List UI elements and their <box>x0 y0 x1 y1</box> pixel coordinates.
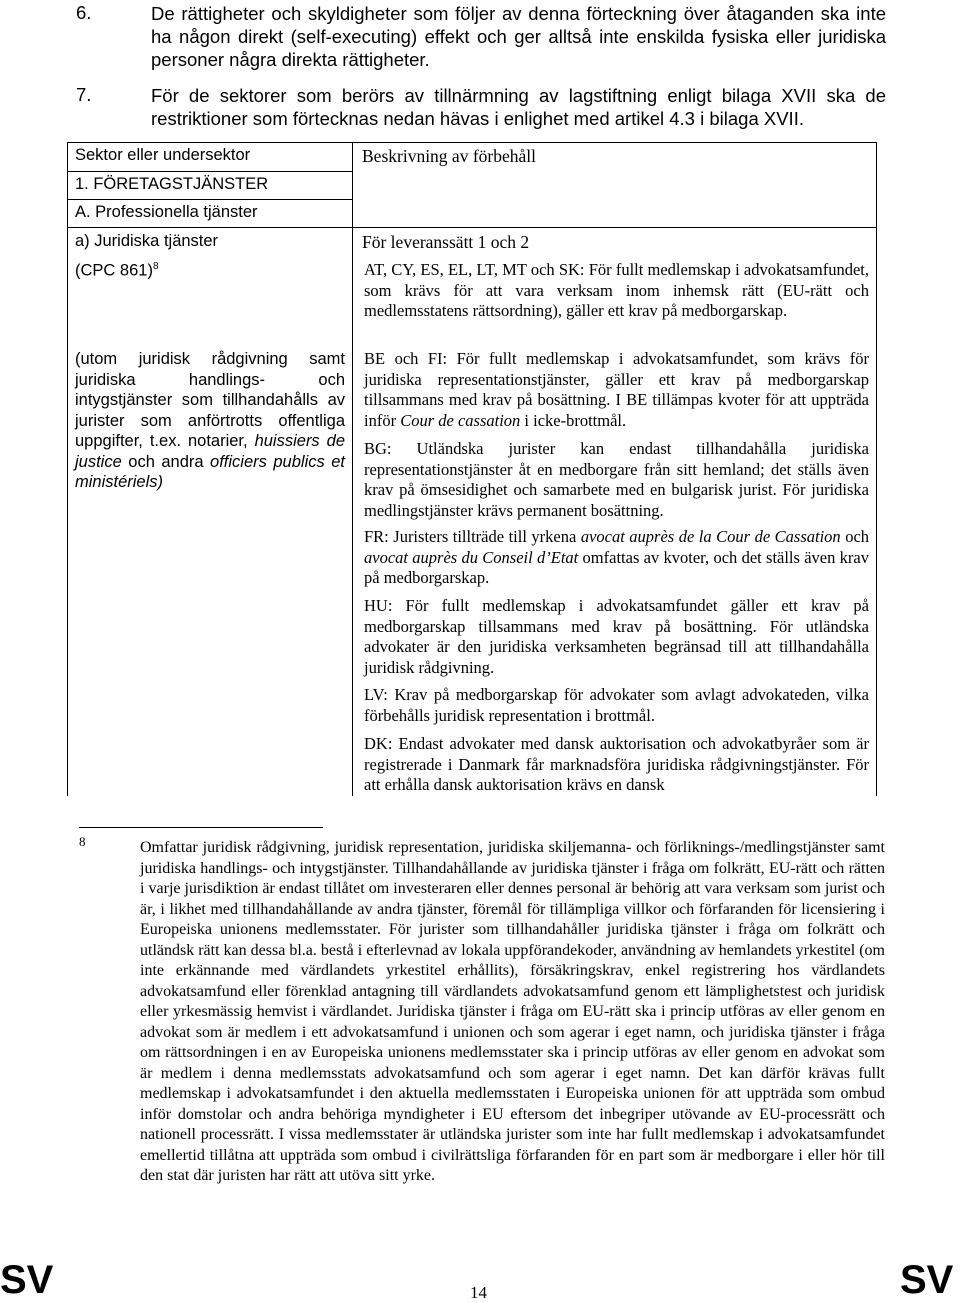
footnote-text: Omfattar juridisk rådgivning, juridisk representation, juridiska skiljemanna- och förliknings-/medlingstjänster samt juridiska handlings- och intygstjänster. Tillhandahållande av juridiska tjänster i fråga om folkrätt, EU-rätt och rätten i varje jurisdiktion är endast tillåtet om investeraren eller dennes personal är behörig att vara verksam som jurist och är, i likhet med tillhandahållande av andra tjänster, föremål för tillämpliga villkor och förfaranden för licensiering i Europeiska unionens medlemsstater. För jurister som tillhandahåller juridiska tjänster i fråga om folkrätt och utländsk rätt kan dessa bl.a. bestå i efterlevnad av lokala uppförandekoder, användning av hemlandets yrkestitel (om inte erkännande med värdlandets yrkestitel erhållits), försäkringskrav, enkel registrering hos värdlandets advokatsamfund eller förenklad antagning till värdlandets advokatsamfund genom ett lämplighetstest och juridisk eller yrkesmässig hemvist i värdlandet. Juridiska tjänster i fråga om EU-rätt ska i princip utföras av eller genom en advokat som är medlem i ett advokatsamfund i unionen och som agerar i eget namn, och juridiska tjänster i fråga om rättsordningen i en av Europeiska unionens medlemsstater ska i princip utföras av eller genom en advokat som är medlem i denna medlemsstats advokatsamfund och som agerar i eget namn. Det kan därför krävas fullt medlemskap i advokatsamfundet i den aktuella medlemsstaten i Europeiska unionen för att uppträda som ombud inför domstolar och andra behöriga myndigheter i EU eftersom det inbegriper utövande av EU-processrätt och nationell processrätt. I vissa medlemsstater är utländska jurister som inte har fullt medlemskap i advokatsamfundet emellertid tillåtna att uppträda som ombud i civilrättsliga förfaranden för en part som är medborgare i eller hör till den stat där juristen har rätt att utöva sitt yrke. <box>140 839 885 1184</box>
exclusion-text: (utom juridisk rådgivning samt juridiska handlings- och intygstjänster som tillhandahålls av jurister som anförtrotts offentliga uppgifter, t.ex. notarier, <box>75 350 345 450</box>
intro-paragraph: De rättigheter och skyldigheter som följer av denna förteckning över åtaganden ska inte ha någon direkt (self-executing) effekt och ger alltså inte enskilda fysiska eller juridiska personer några direkta rättigheter. <box>151 3 886 70</box>
cpc-code <box>75 261 159 281</box>
service-exclusions <box>75 349 345 493</box>
language-code-right: SV <box>900 1258 954 1302</box>
language-code-left: SV <box>0 1258 54 1302</box>
reservation-hu: HU: För fullt medlemskap i advokatsamfundet gäller ett krav på medborgarskap tillsammans med krav på bosättning. För utländska advokater är den juridiska verksamheten begränsad till att tillhandahålla juridisk rådgivning. <box>364 596 869 677</box>
reservation-italic: avocat auprès du Conseil d’Etat <box>364 547 579 567</box>
item-number: 6. <box>76 2 92 23</box>
intro-paragraph: För de sektorer som berörs av tillnärmning av lagstiftning enligt bilaga XVII ska de restriktioner som förtecknas nedan hävas i enlighet med artikel 4.3 i bilaga XVII. <box>151 85 886 129</box>
exclusion-italic: officiers publics et ministériels) <box>75 452 345 491</box>
table-row-line <box>67 171 353 172</box>
reservation-lv: LV: Krav på medborgarskap för advokater som avlagt advokateden, vilka förbehålls juridisk representation i brottmål. <box>364 685 869 725</box>
cpc-label: (CPC 861) <box>75 261 153 280</box>
exclusion-text: och andra <box>128 452 204 471</box>
table-row-line <box>67 227 877 228</box>
table-border-middle <box>352 142 353 796</box>
reservation-text: och <box>845 527 870 546</box>
sector-name: a) Juridiska tjänster <box>75 232 219 250</box>
header-description: Beskrivning av förbehåll <box>362 146 536 166</box>
subsection-title: A. Professionella tjänster <box>75 203 258 221</box>
reservation-fr <box>364 527 869 589</box>
footnote-separator <box>79 827 323 828</box>
reservation-italic: avocat auprès de la Cour de Cassation <box>580 527 841 546</box>
reservation-at: AT, CY, ES, EL, LT, MT och SK: För fullt medlemskap i advokatsamfundet, som krävs för att vara verksam inom inhemsk rätt (EU-rätt och medlemsstatens rättsordning), gäller ett krav på medborgarskap. <box>364 260 869 320</box>
reservation-dk: DK: Endast advokater med dansk auktorisation och advokatbyråer som är registrerade i Danmark får marknadsföra juridiska rådgivningstjänster. För att erhålla dansk auktorisation krävs en dansk <box>364 734 869 794</box>
footnote-number: 8 <box>79 834 86 849</box>
reservation-text: BE och FI: För fullt medlemskap i advokatsamfundet, som krävs för juridiska representationstjänster, gäller ett krav på medborgarskap tillsammans med krav på bosättning. I BE tillämpas kvoter för att uppträda inför <box>364 349 869 430</box>
page-number: 14 <box>470 1283 487 1302</box>
item-number: 7. <box>76 84 92 105</box>
reservation-be <box>364 349 869 431</box>
section-title: 1. FÖRETAGSTJÄNSTER <box>75 175 269 193</box>
reservation-text: omfattas av kvoter, och det ställs även krav på medborgarskap. <box>364 547 869 587</box>
table-row-line <box>67 199 353 200</box>
reservation-text: i icke-brottmål. <box>524 410 627 430</box>
reservation-text: FR: Juristers tillträde till yrkena <box>364 527 577 546</box>
footnote-ref: 8 <box>152 261 159 272</box>
table-border-right <box>876 142 877 796</box>
reservation-bg: BG: Utländska jurister kan endast tillhandahålla juridiska representationstjänster åt en medborgare från sitt hemland; det ställs även krav på ömsesidighet och samarbete med en bulgarisk jurist. För juridiska medlingstjänster krävs permanent bosättning. <box>364 439 869 520</box>
table-border-top <box>67 142 877 143</box>
exclusion-italic: huissiers de justice <box>75 432 345 471</box>
table-border-left <box>67 142 68 796</box>
supply-mode: För leveranssätt 1 och 2 <box>362 232 530 252</box>
header-sector: Sektor eller undersektor <box>75 146 251 164</box>
reservation-italic: Cour de cassation <box>400 410 521 430</box>
